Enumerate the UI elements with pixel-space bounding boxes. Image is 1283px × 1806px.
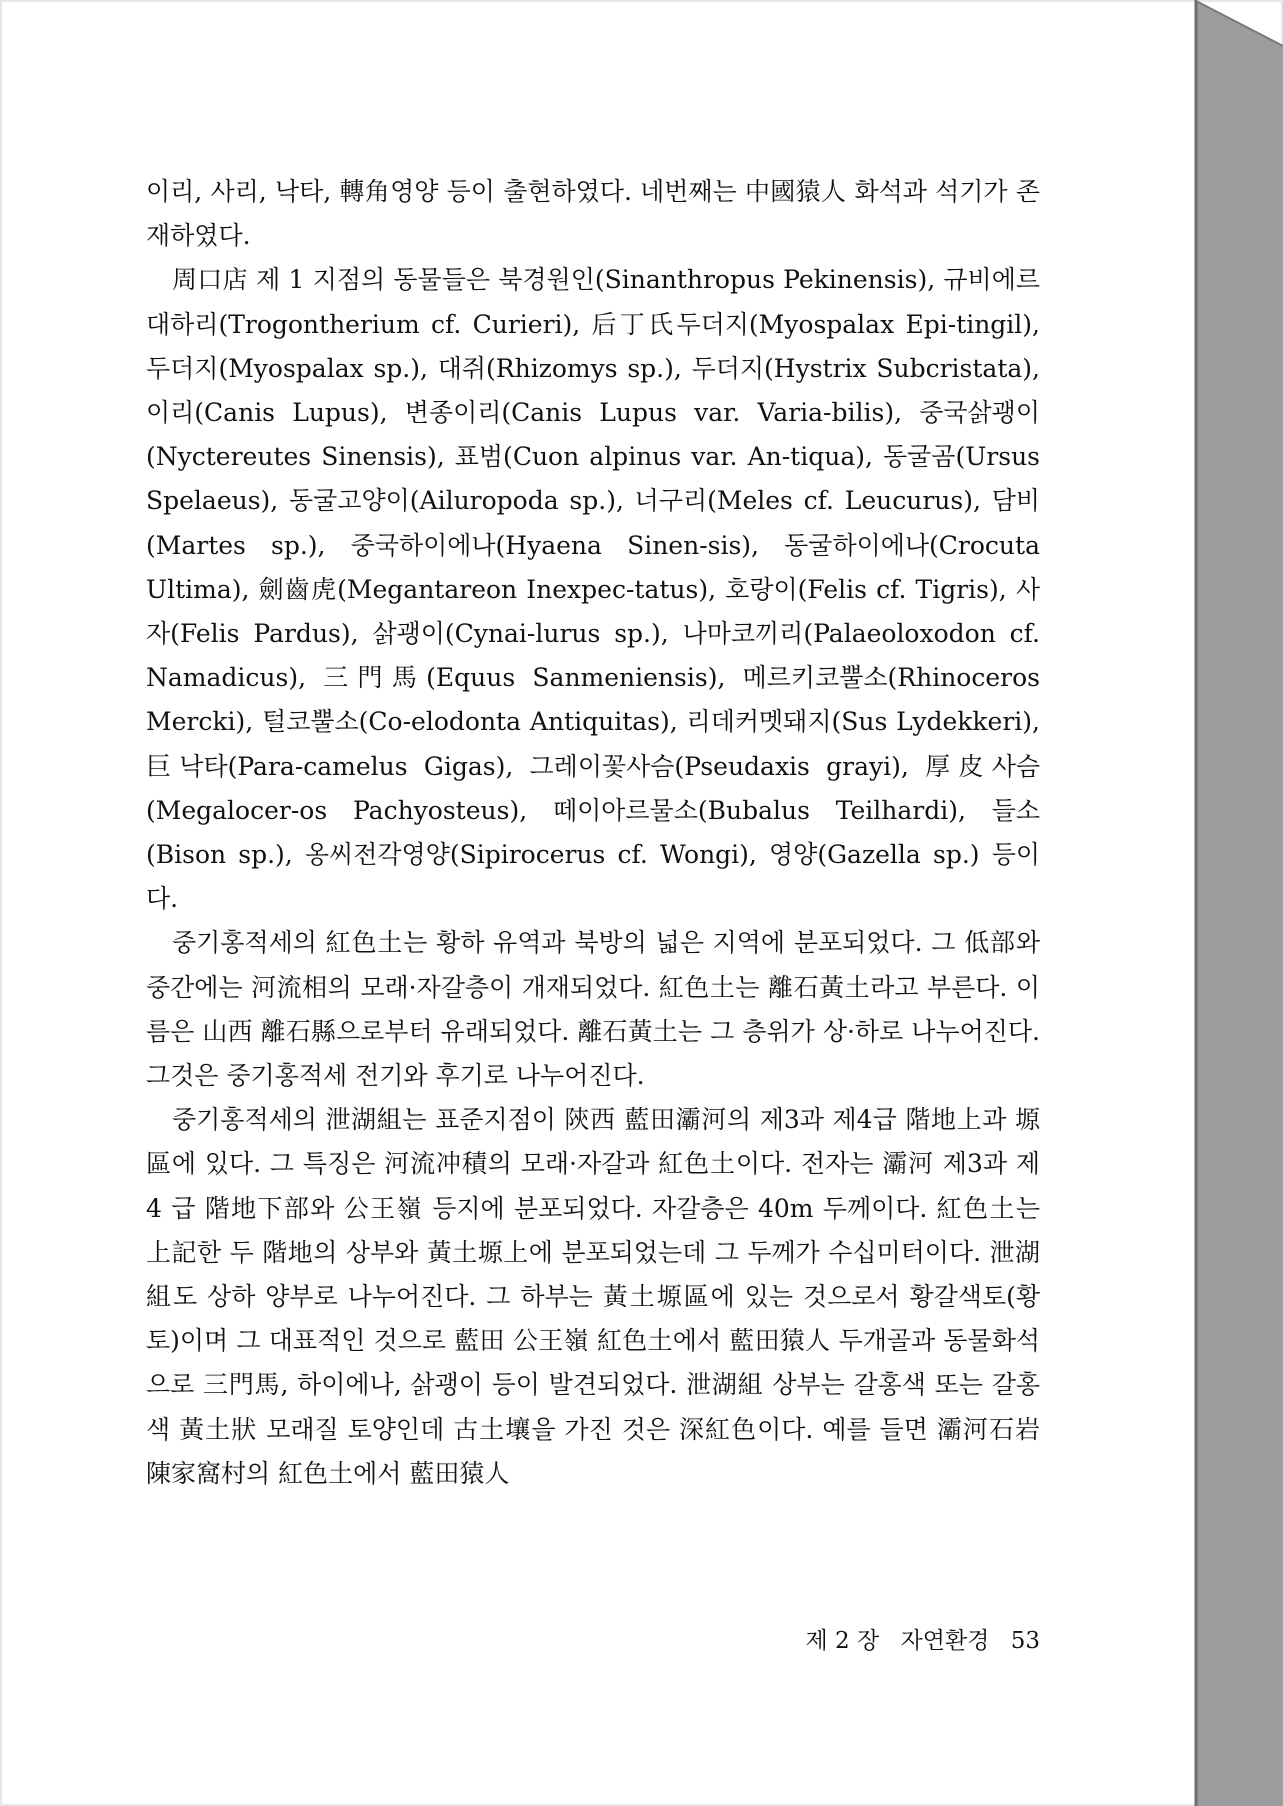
chapter-label: 제 2 장 [805,1628,880,1654]
body-text [146,170,1040,1496]
page-number: 53 [1010,1628,1040,1654]
paragraph-4: 중기홍적세의 泄湖組는 표준지점이 陝西 藍田灞河의 제3과 제4급 階地上과 塬區에 있다. 그 특징은 河流冲積의 모래·자갈과 紅色土이다. 전자는 灞河 제3과 제 4 급 階地下部와 公王嶺 등지에 분포되었다. 자갈층은 40m 두께이다. 紅色土는 上記한 두 階地의 상부와 黃土塬上에 분포되었는데 그 두께가 수십미터이다. 泄湖組도 상하 양부로 나누어진다. 그 하부는 黃土塬區에 있는 것으로서 황갈색토(황토)이며 그 대표적인 것으로 藍田 公王嶺 紅色土에서 藍田猿人 두개골과 동물화석으로 三門馬, 하이에나, 삵괭이 등이 발견되었다. 泄湖組 상부는 갈홍색 또는 갈홍색 黃土狀 모래질 토양인데 古土壤을 가진 것은 深紅色이다. 예를 들면 灞河石岩 陳家窩村의 紅色土에서 藍田猿人 [146,1105,1040,1488]
chapter-title: 자연환경 [900,1628,990,1654]
paragraph-2: 周口店 제 1 지점의 동물들은 북경원인(Sinanthropus Pekinensis), 규비에르대하리(Trogontherium cf. Curieri), 后丁氏두더지(Myospalax Epi-tingil), 두더지(Myospalax sp.), 대쥐(Rhizomys sp.), 두더지(Hystrix Subcristata), 이리(Canis Lupus), 변종이리(Canis Lupus var. Varia-bilis), 중국삵괭이(Nyctereutes Sinensis), 표범(Cuon alpinus var. An-tiqua), 동굴곰(Ursus Spelaeus), 동굴고양이(Ailuropoda sp.), 너구리(Meles cf. Leucurus), 담비(Martes sp.), 중국하이에나(Hyaena Sinen-sis), 동굴하이에나(Crocuta Ultima), 劍齒虎(Megantareon Inexpec-tatus), 호랑이(Felis cf. Tigris), 사자(Felis Pardus), 삵괭이(Cynai-lurus sp.), 나마코끼리(Palaeoloxodon cf. Namadicus), 三門馬(Equus Sanmeniensis), 메르키코뿔소(Rhinoceros Mercki), 털코뿔소(Co-elodonta Antiquitas), 리데커멧돼지(Sus Lydekkeri), 巨낙타(Para-camelus Gigas), 그레이꽃사슴(Pseudaxis grayi), 厚皮사슴(Megalocer-os Pachyosteus), 떼이아르물소(Bubalus Teilhardi), 들소(Bison sp.), 옹씨전각영양(Sipirocerus cf. Wongi), 영양(Gazella sp.) 등이다. [146,265,1040,914]
paragraph-1: 이리, 사리, 낙타, 轉角영양 등이 출현하였다. 네번째는 中國猿人 화석과 석기가 존재하였다. [146,177,1040,251]
page-footer [700,1622,1040,1655]
paragraph-3: 중기홍적세의 紅色土는 황하 유역과 북방의 넓은 지역에 분포되었다. 그 低部와 중간에는 河流相의 모래·자갈층이 개재되었다. 紅色土는 離石黃土라고 부른다. 이름은 山西 離石縣으로부터 유래되었다. 離石黃土는 그 층위가 상·하로 나누어진다. 그것은 중기홍적세 전기와 후기로 나누어진다. [146,928,1040,1091]
